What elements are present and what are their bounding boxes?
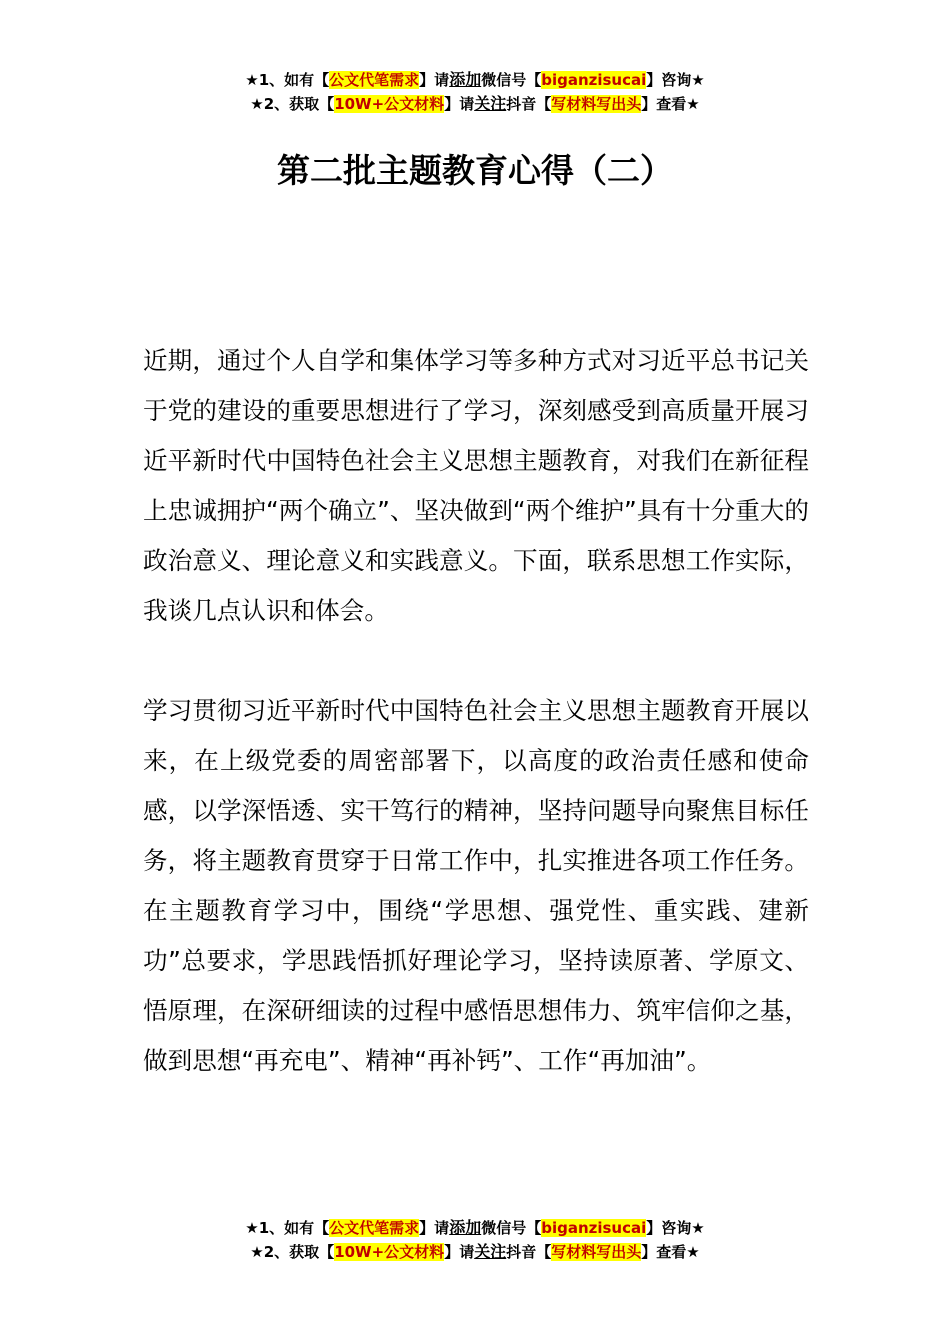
banner-wechat-id: biganzisucai [541,1219,647,1237]
banner-line-2: ★2、获取【10W+公文材料】请关注抖音【写材料写出头】查看★ [250,1242,700,1261]
body-paragraph-1: 近期，通过个人自学和集体学习等多种方式对习近平总书记关于党的建设的重要思想进行了学习，深刻感受到高质量开展习近平新时代中国特色社会主义思想主题教育，对我们在新征程上忠诚拥护“两个确立”、坚决做到“两个维护”具有十分重大的政治意义、理论意义和实践意义。下面，联系思想工作实际，我谈几点认识和体会。 [143,346,809,625]
header-banner [0,68,950,116]
banner-douyin-id: 写材料写出头 [551,95,642,113]
banner-emphasis: 关注 [474,1242,507,1261]
footer-banner [0,1216,950,1264]
banner-emphasis: 添加 [449,70,482,89]
banner-line-2: ★2、获取【10W+公文材料】请关注抖音【写材料写出头】查看★ [250,94,700,113]
banner-highlight: 10W+公文材料 [334,1243,445,1261]
banner-wechat-id: biganzisucai [541,71,647,89]
banner-emphasis: 添加 [449,1218,482,1237]
banner-line-1: ★1、如有【公文代笔需求】请添加微信号【biganzisucai】咨询★ [245,1218,705,1237]
banner-highlight: 公文代笔需求 [329,71,420,89]
document-title: 第二批主题教育心得（二） [277,151,673,190]
banner-emphasis: 关注 [474,94,507,113]
banner-highlight: 公文代笔需求 [329,1219,420,1237]
banner-douyin-id: 写材料写出头 [551,1243,642,1261]
banner-line-1: ★1、如有【公文代笔需求】请添加微信号【biganzisucai】咨询★ [245,70,705,89]
banner-highlight: 10W+公文材料 [334,95,445,113]
body-paragraph-2: 学习贯彻习近平新时代中国特色社会主义思想主题教育开展以来，在上级党委的周密部署下，以高度的政治责任感和使命感，以学深悟透、实干笃行的精神，坚持问题导向聚焦目标任务，将主题教育贯穿于日常工作中，扎实推进各项工作任务。在主题教育学习中，围绕“学思想、强党性、重实践、建新功”总要求，学思践悟抓好理论学习，坚持读原著、学原文、悟原理，在深研细读的过程中感悟思想伟力、筑牢信仰之基，做到思想“再充电”、精神“再补钙”、工作“再加油”。 [143,696,809,1075]
